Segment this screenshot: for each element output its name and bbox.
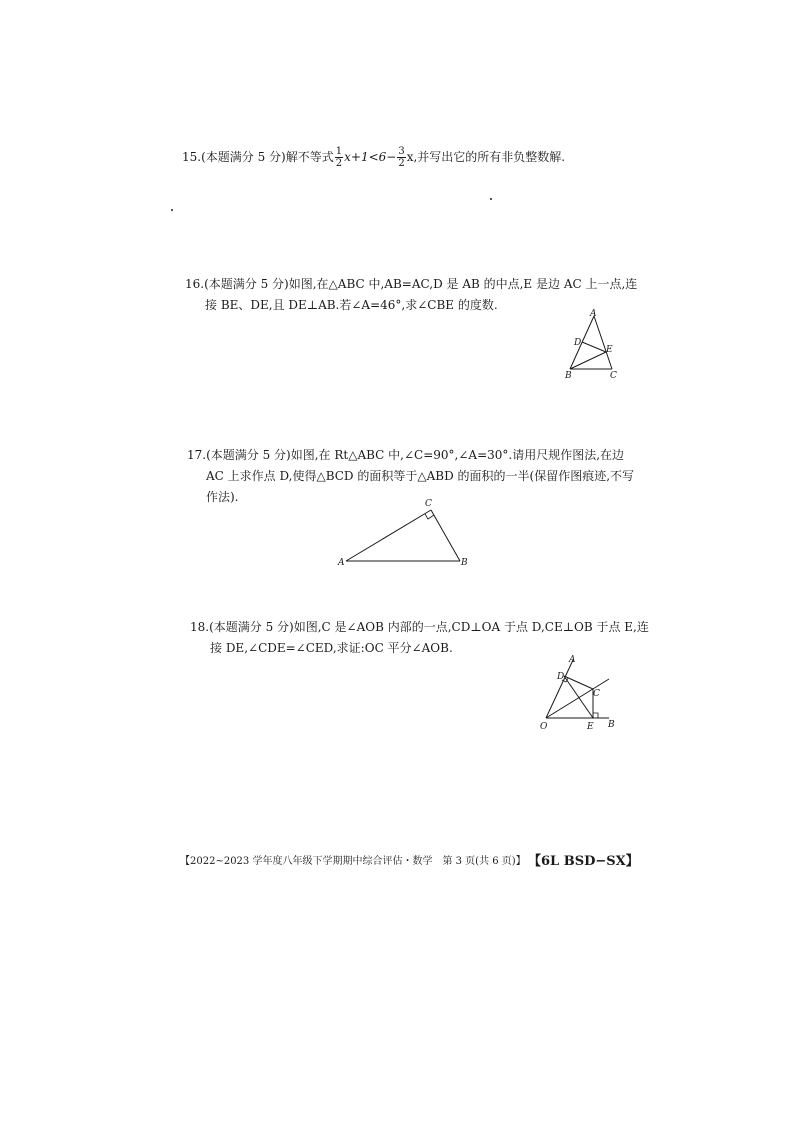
label-B: B (461, 558, 468, 568)
label-C: C (610, 371, 617, 381)
figure-18-angle-bisector (535, 652, 625, 732)
label-B: B (608, 720, 615, 730)
page-footer: 【2022~2023 学年度八年级下学期期中综合评估・数学 第 3 页(共 6 页)】 (180, 856, 526, 867)
label-E: E (587, 722, 594, 732)
question-number: 18. (190, 620, 210, 634)
label-A: A (338, 558, 345, 568)
label-A: A (569, 655, 576, 665)
figure-17-right-triangle (336, 498, 476, 573)
label-C: C (593, 689, 600, 699)
scan-speck (171, 209, 173, 211)
question-line: 接 DE,∠CDE=∠CED,求证:OC 平分∠AOB. (210, 641, 453, 655)
question-text-end: x,并写出它的所有非负整数解. (406, 150, 566, 164)
question-number: 17. (187, 448, 207, 462)
exam-code: 【6L BSD−SX】 (528, 854, 639, 869)
scan-speck (490, 198, 492, 200)
question-15 (182, 146, 565, 169)
label-O: O (540, 722, 548, 732)
question-number: 15. (182, 150, 202, 164)
question-number: 16. (185, 277, 205, 291)
label-D: D (557, 672, 565, 682)
question-line: AC 上求作点 D,使得△BCD 的面积等于△ABD 的面积的一半(保留作图痕迹,不写 (206, 469, 635, 483)
label-E: E (606, 345, 613, 355)
question-score: (本题满分 5 分) (201, 150, 286, 164)
inequality-middle: x+1<6− (344, 150, 397, 164)
figure-16-triangle (560, 310, 620, 380)
question-score: (本题满分 5 分) (204, 277, 289, 291)
label-B: B (565, 371, 572, 381)
label-C: C (425, 499, 432, 509)
question-line: 接 BE、DE,且 DE⊥AB.若∠A=46°,求∠CBE 的度数. (205, 298, 498, 312)
label-D: D (574, 338, 582, 348)
question-line: 作法). (206, 490, 239, 504)
question-line: 17.(本题满分 5 分)如图,在 Rt△ABC 中,∠C=90°,∠A=30°.请用尺规作图法,在边 (187, 448, 625, 462)
question-score: (本题满分 5 分) (206, 448, 291, 462)
fraction-three-halves: $\frac{3}{2}$ (398, 146, 405, 169)
fraction-one-half: $\frac{1}{2}$ (335, 146, 343, 169)
label-A: A (590, 309, 597, 319)
question-text: 解不等式 (285, 150, 334, 164)
question-line: 18.(本题满分 5 分)如图,C 是∠AOB 内部的一点,CD⊥OA 于点 D,CE⊥OB 于点 E,连 (190, 620, 649, 634)
question-line: 16.(本题满分 5 分)如图,在△ABC 中,AB=AC,D 是 AB 的中点,E 是边 AC 上一点,连 (185, 277, 638, 291)
question-score: (本题满分 5 分) (209, 620, 294, 634)
